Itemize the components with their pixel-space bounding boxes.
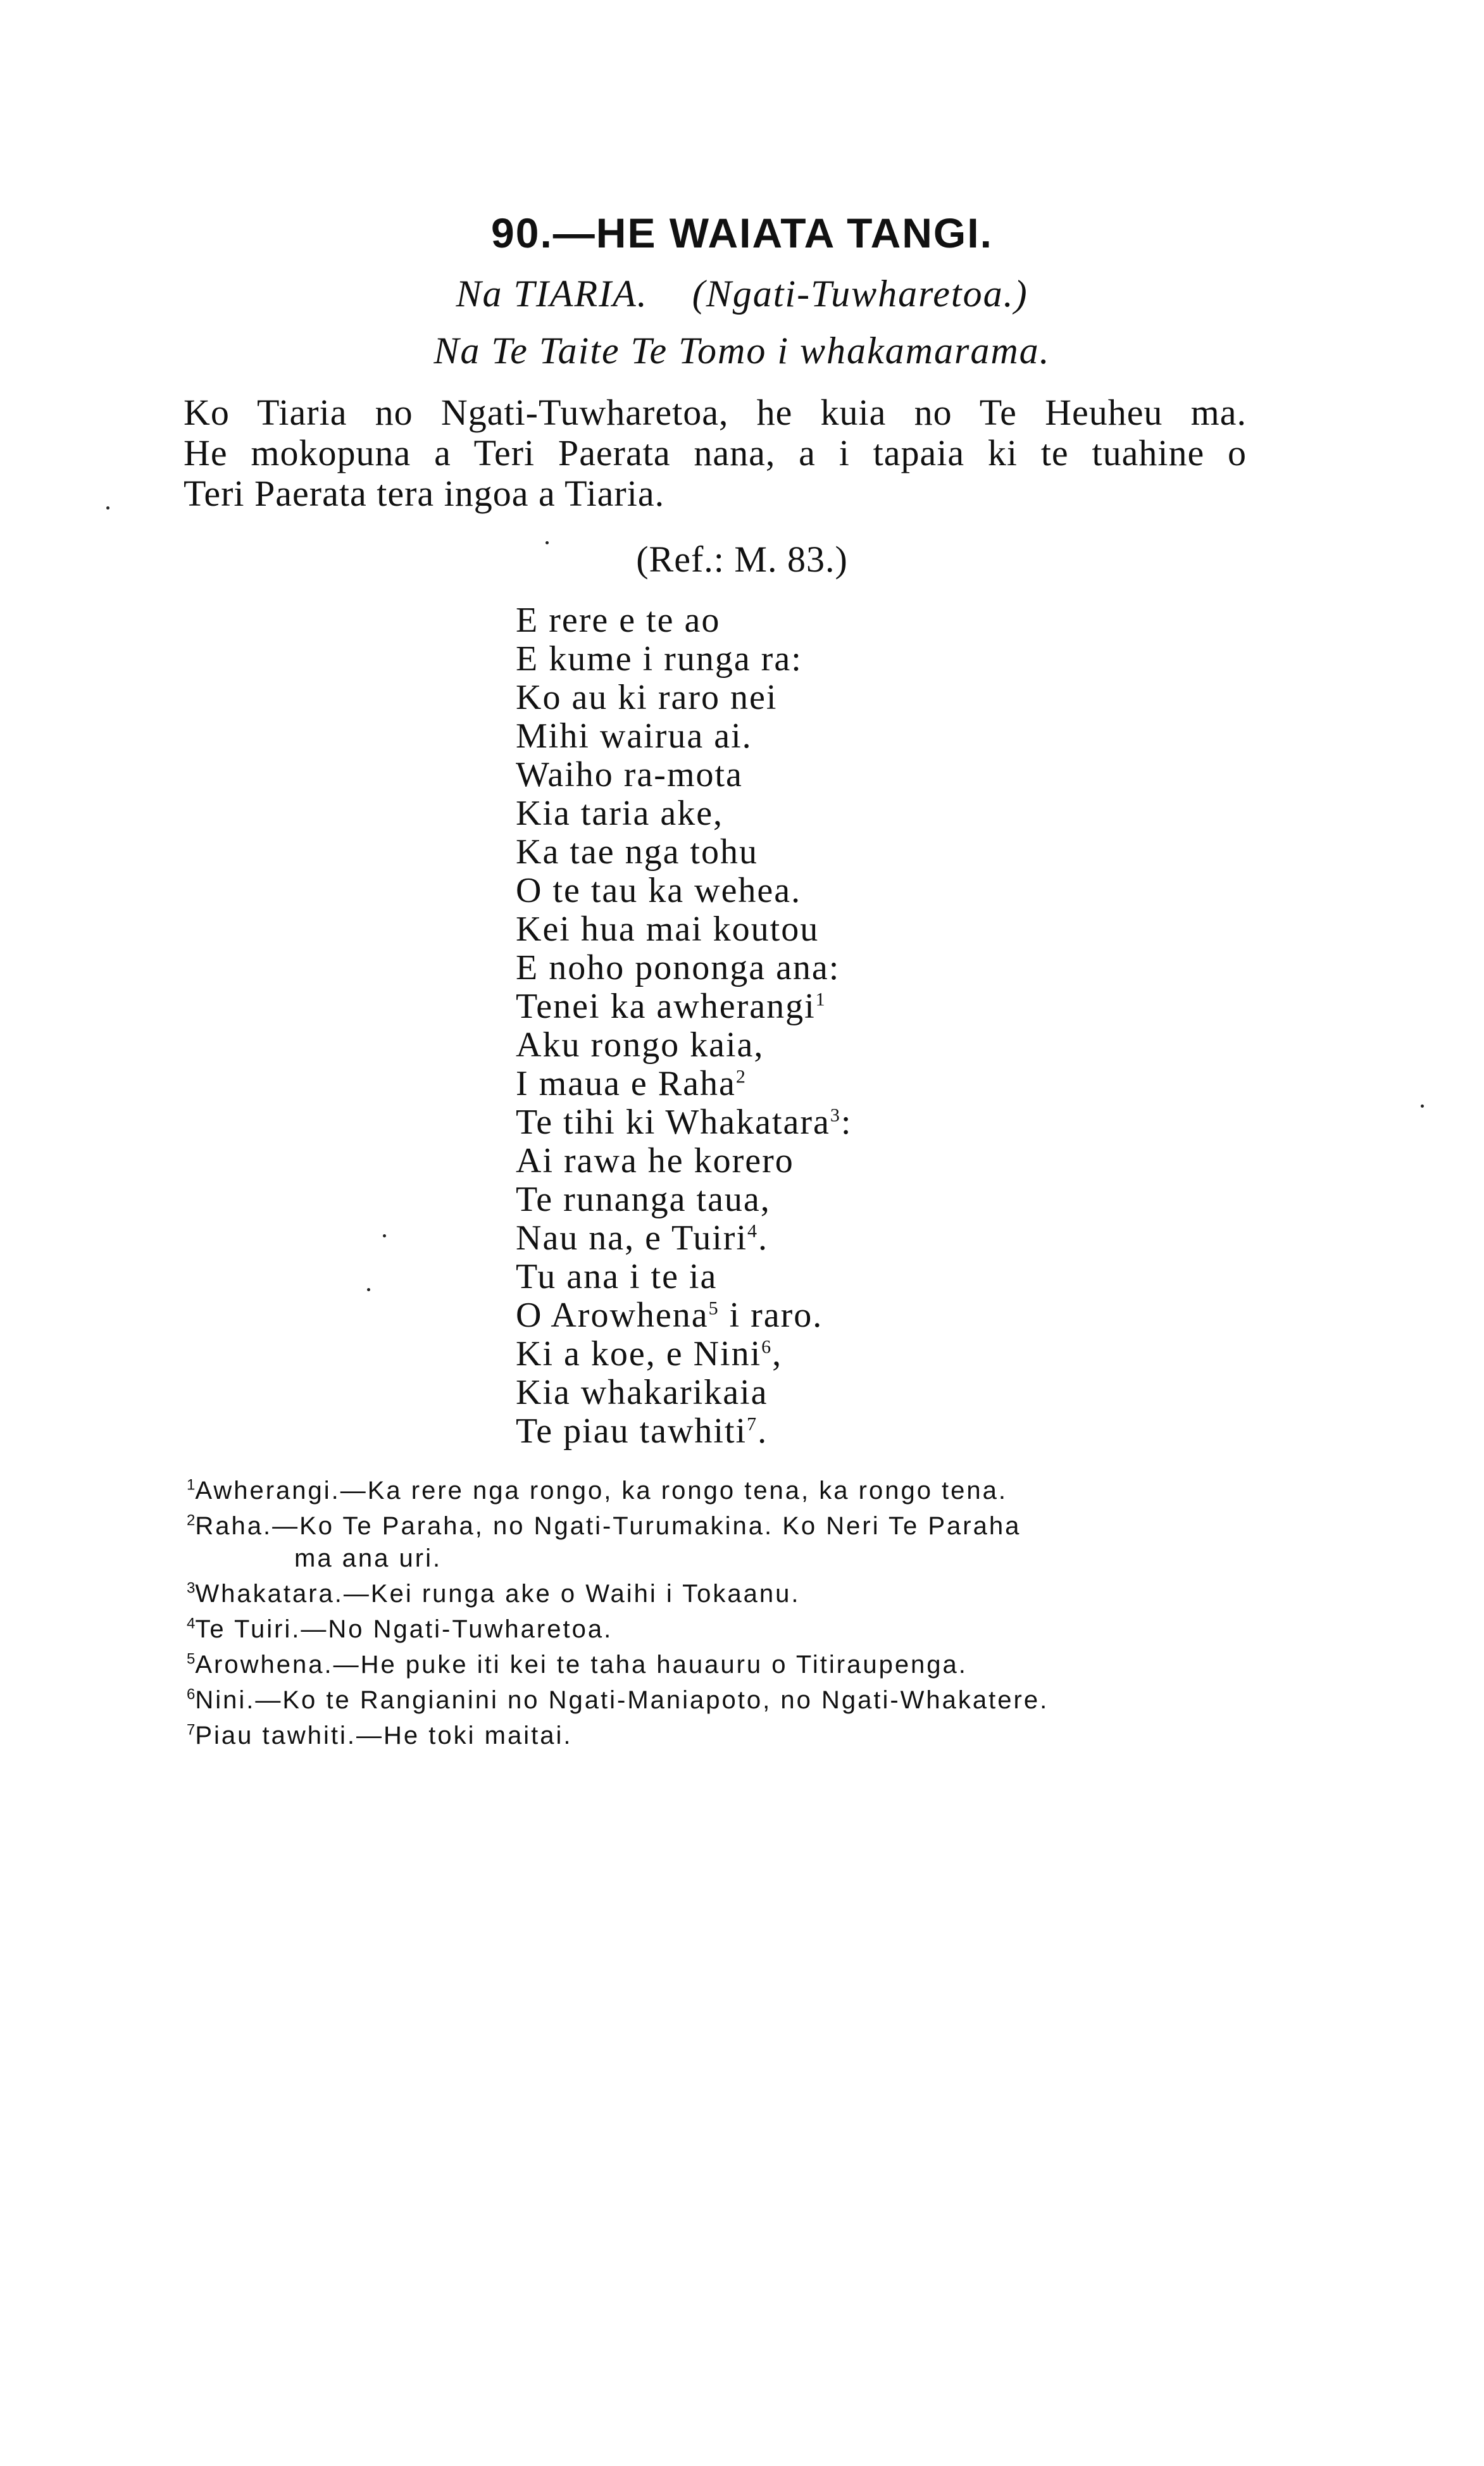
verse-text: I maua e Raha <box>516 1064 736 1103</box>
footnote-marker: 7 <box>747 1413 758 1435</box>
footnote-marker: 6 <box>761 1336 773 1358</box>
verse-line <box>516 1258 852 1296</box>
verse-text: Waiho ra-mota <box>516 755 743 794</box>
verse-text: Nau na, e Tuiri <box>516 1218 747 1258</box>
footnote-number: 5 <box>187 1650 196 1668</box>
verse-line <box>516 1026 852 1065</box>
print-speck <box>383 1234 386 1237</box>
footnote-item <box>187 1510 1049 1575</box>
verse-text-after: . <box>758 1218 768 1258</box>
verse-text: E kume i runga ra: <box>516 639 802 679</box>
verse-line <box>516 1335 852 1374</box>
footnote-item <box>187 1613 1049 1646</box>
footnote-item <box>187 1720 1049 1752</box>
print-speck <box>367 1288 370 1291</box>
verse-text: Te piau tawhiti <box>516 1411 747 1451</box>
print-speck <box>546 541 549 544</box>
verse-text: Te tihi ki Whakatara <box>516 1103 830 1142</box>
footnote-text: Awherangi.—Ka rere nga rongo, ka rongo tena, ka rongo tena. <box>195 1477 1008 1505</box>
footnote-number: 4 <box>187 1615 196 1632</box>
footnote-marker: 3 <box>830 1105 841 1126</box>
verse-text: Ko au ki raro nei <box>516 678 778 717</box>
footnote-text: Raha.—Ko Te Paraha, no Ngati-Turumakina. Ko Neri Te Paraha <box>195 1512 1021 1540</box>
verse-text-after: : <box>840 1103 852 1142</box>
verse-text: Kia taria ake, <box>516 794 724 833</box>
footnote-marker: 1 <box>815 989 826 1010</box>
footnote-text: Piau tawhiti.—He toki maitai. <box>195 1722 573 1749</box>
footnotes <box>187 1475 1049 1755</box>
footnote-number: 1 <box>187 1476 196 1494</box>
verse-text: E noho pononga ana: <box>516 948 840 987</box>
verse-text: O Arowhena <box>516 1296 709 1335</box>
verse-line <box>516 833 852 872</box>
verse-line <box>516 1180 852 1219</box>
verse-text: O te tau ka wehea. <box>516 871 802 910</box>
verse-text: E rere e te ao <box>516 601 721 640</box>
footnote-number: 3 <box>187 1579 196 1597</box>
verse-block <box>516 601 852 1451</box>
footnote-text: Whakatara.—Kei runga ake o Waihi i Tokaanu. <box>195 1580 801 1608</box>
verse-text: Ai rawa he korero <box>516 1141 794 1180</box>
verse-line <box>516 872 852 910</box>
verse-line <box>516 1065 852 1103</box>
verse-text: Kia whakarikaia <box>516 1373 768 1412</box>
byline-author <box>0 272 1484 316</box>
verse-line <box>516 1296 852 1335</box>
verse-text: Aku rongo kaia, <box>516 1025 764 1065</box>
verse-text-after: i raro. <box>719 1296 823 1335</box>
verse-line <box>516 1103 852 1142</box>
verse-line <box>516 717 852 756</box>
verse-text: Te runanga taua, <box>516 1180 771 1219</box>
verse-text: Mihi wairua ai. <box>516 717 752 756</box>
author-name: Na TIARIA. <box>456 273 648 315</box>
verse-line <box>516 756 852 794</box>
footnote-item <box>187 1475 1049 1507</box>
footnote-item <box>187 1684 1049 1717</box>
footnote-item <box>187 1649 1049 1681</box>
verse-text: Kei hua mai koutou <box>516 910 820 949</box>
footnote-number: 2 <box>187 1512 196 1529</box>
byline-explained-by: Na Te Taite Te Tomo i whakamarama. <box>433 330 1051 372</box>
footnote-continuation: ma ana uri. <box>294 1544 442 1572</box>
verse-line <box>516 910 852 949</box>
intro-line: He mokopuna a Teri Paerata nana, a i tapaia ki te tuahine o <box>184 432 1247 473</box>
verse-text: Ka tae nga tohu <box>516 832 758 872</box>
footnote-marker: 2 <box>735 1066 747 1087</box>
print-speck <box>1421 1105 1424 1108</box>
verse-text: Tenei ka awherangi <box>516 987 816 1026</box>
verse-text: Tu ana i te ia <box>516 1257 718 1296</box>
verse-line <box>516 640 852 679</box>
verse-line <box>516 1142 852 1180</box>
footnote-marker: 4 <box>747 1220 758 1242</box>
footnote-text: Nini.—Ko te Rangianini no Ngati-Maniapoto, no Ngati-Whakatere. <box>195 1686 1049 1714</box>
footnote-number: 6 <box>187 1686 196 1703</box>
footnote-marker: 5 <box>708 1298 720 1319</box>
verse-line <box>516 1374 852 1412</box>
verse-line <box>516 679 852 717</box>
verse-line <box>516 1219 852 1258</box>
intro-paragraph <box>184 392 1247 514</box>
footnote-item <box>187 1578 1049 1610</box>
print-speck <box>106 506 109 510</box>
footnote-text: Te Tuiri.—No Ngati-Tuwharetoa. <box>195 1615 613 1643</box>
verse-text: Ki a koe, e Nini <box>516 1334 762 1374</box>
verse-text-after: . <box>758 1411 768 1451</box>
author-tribe: (Ngati-Tuwharetoa.) <box>692 273 1028 315</box>
verse-line <box>516 949 852 987</box>
verse-line <box>516 601 852 640</box>
footnote-text: Arowhena.—He puke iti kei te taha hauauru o Titiraupenga. <box>195 1651 968 1679</box>
reference-citation: (Ref.: M. 83.) <box>636 539 848 580</box>
intro-line: Teri Paerata tera ingoa a Tiaria. <box>184 473 665 514</box>
footnote-number: 7 <box>187 1721 196 1739</box>
verse-line <box>516 794 852 833</box>
page-title: 90.—HE WAIATA TANGI. <box>491 210 993 256</box>
verse-text-after: , <box>772 1334 783 1374</box>
intro-line: Ko Tiaria no Ngati-Tuwharetoa, he kuia no Te Heuheu ma. <box>184 392 1247 433</box>
verse-line <box>516 1412 852 1451</box>
verse-line <box>516 987 852 1026</box>
